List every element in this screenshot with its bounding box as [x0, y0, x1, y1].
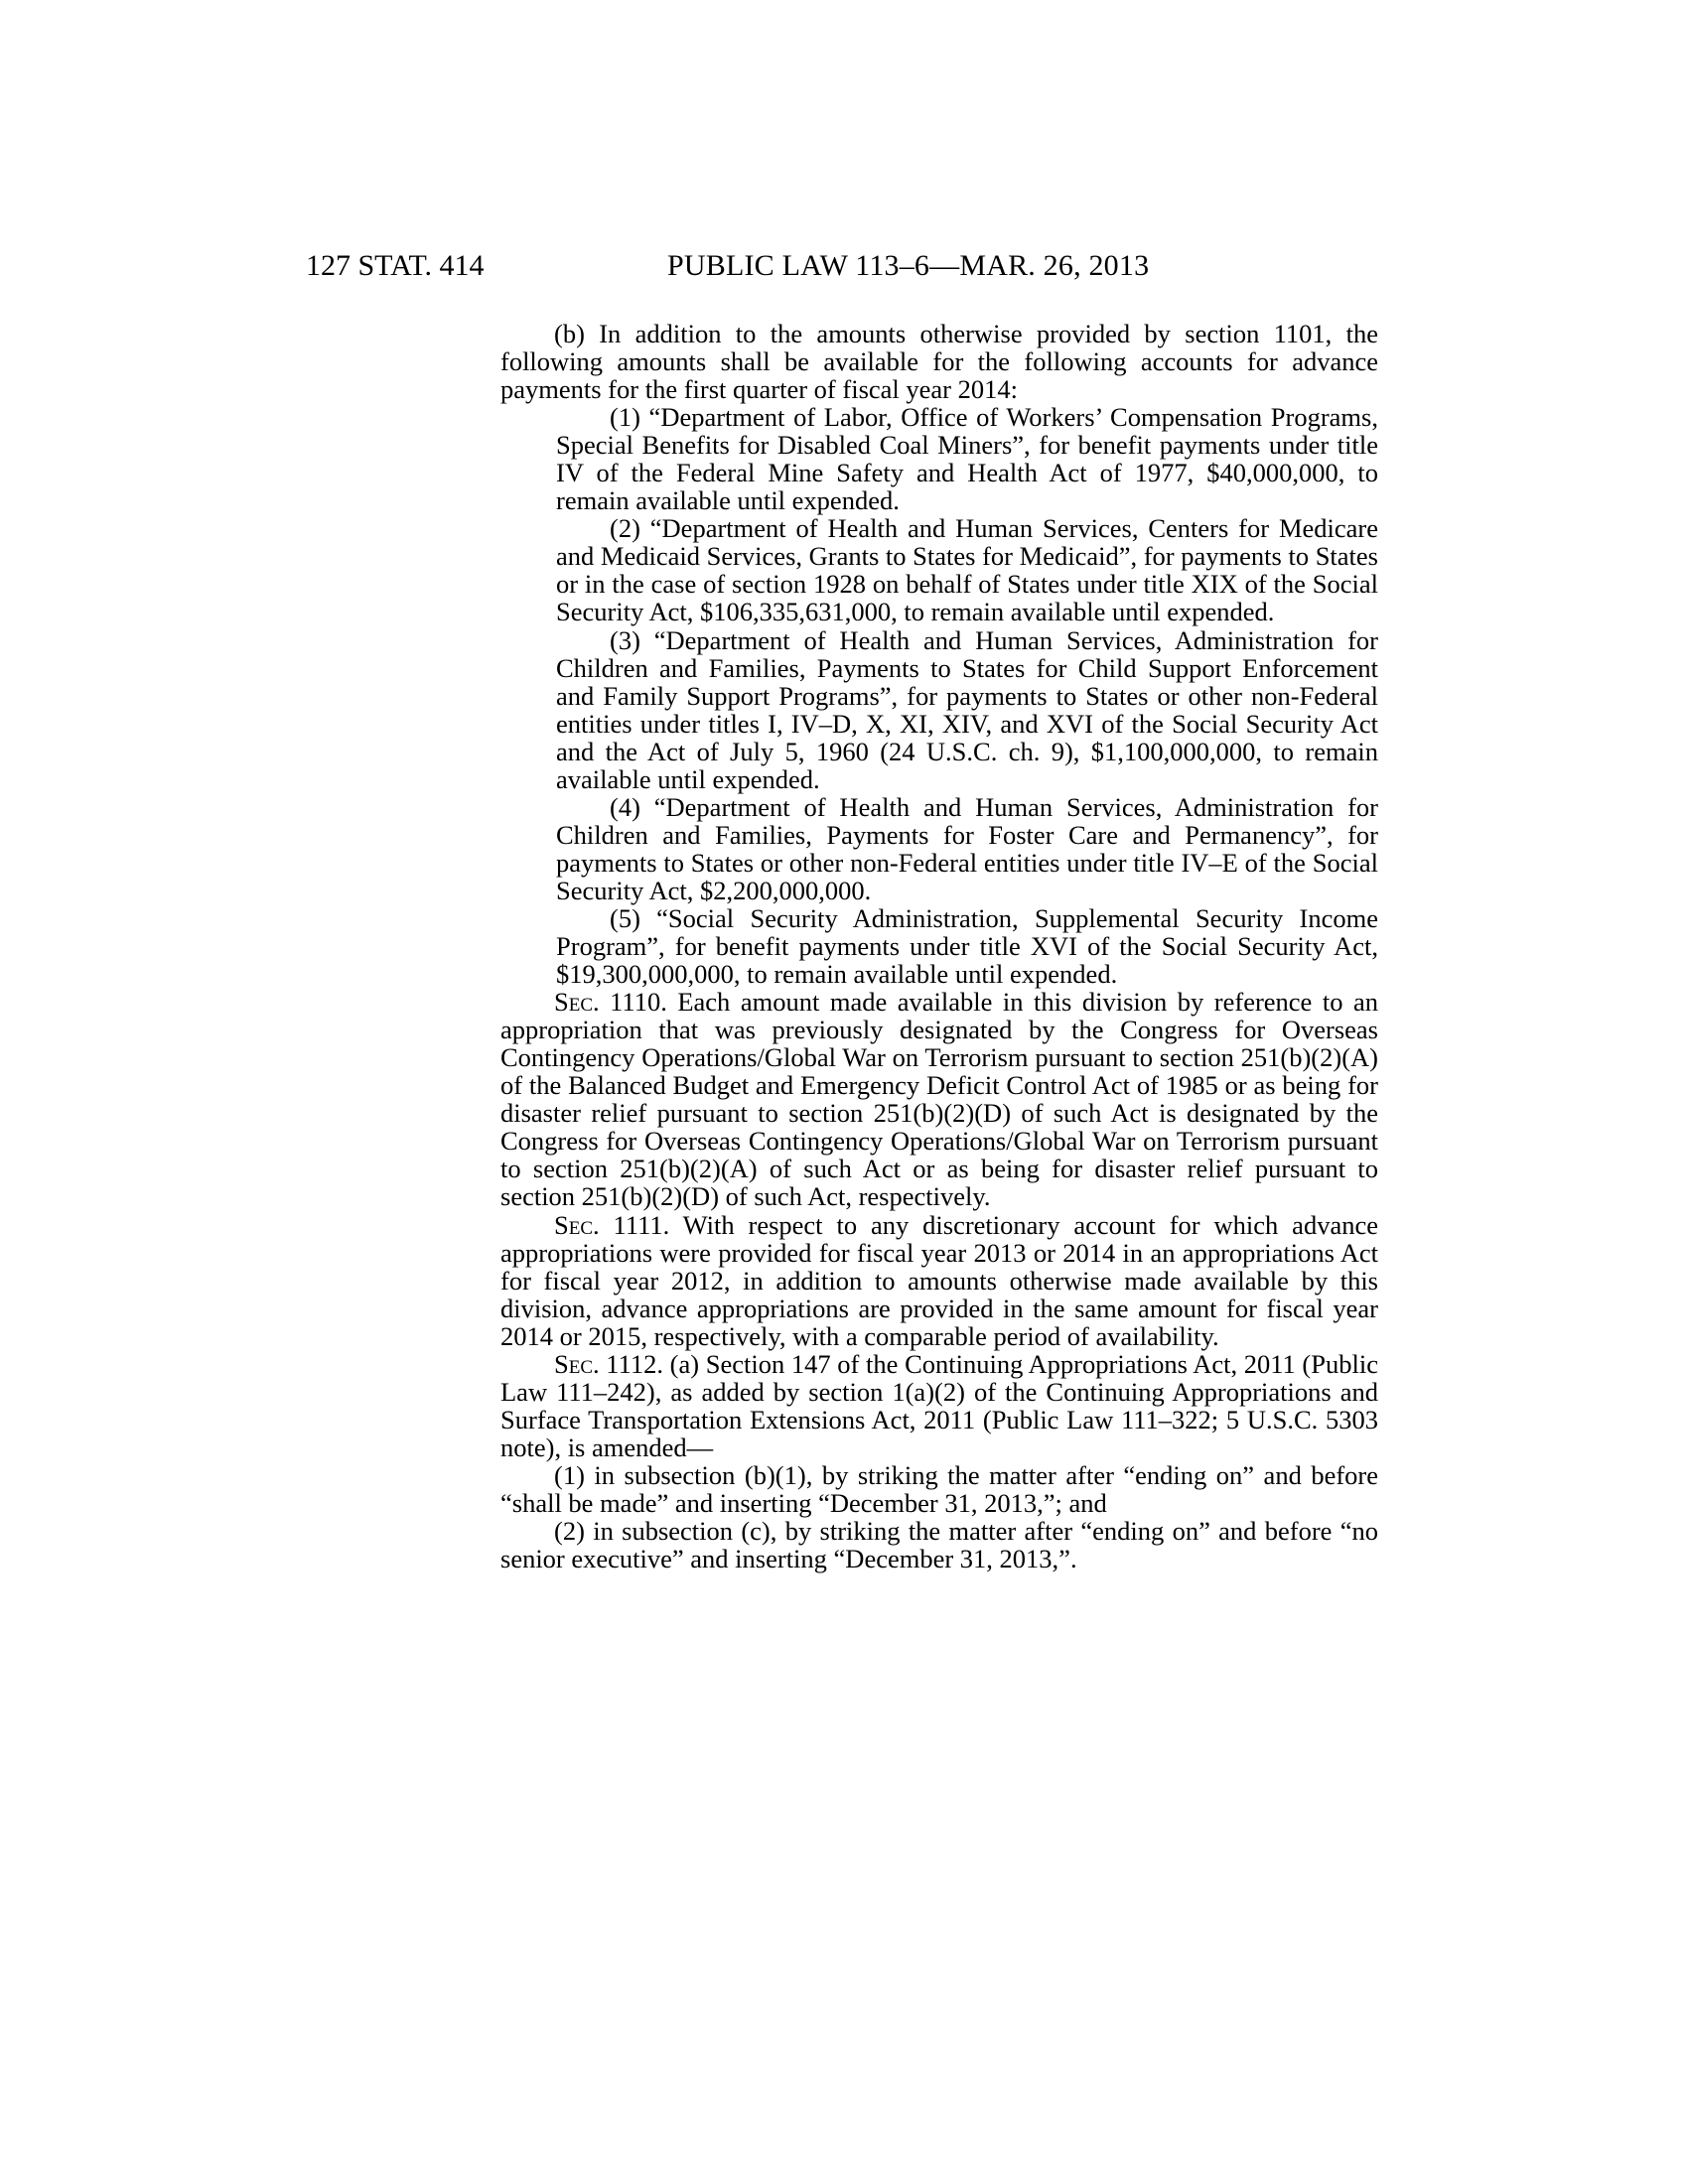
- section-1112-item-1: (1) in subsection (b)(1), by striking the matter after “ending on” and before “shall be made” and inserting “December 31, 2013,”; and: [500, 1459, 1378, 1518]
- section-1112-text: (a) Section 147 of the Continuing Appropriations Act, 2011 (Public Law 111–242), as added by section 1(a)(2) of the Continuing Appropriations and Surface Transportation Extensions Act, 2011 (Public Law 111–322; 5 U.S.C. 5303 note), is amended—: [500, 1348, 1378, 1462]
- section-1110-text: Each amount made available in this division by reference to an appropriation that was previously designated by the Congress for Overseas Contingency Operations/Global War on Terrorism pursuant to section 251(b)(2)(A) of the Balanced Budget and Emergency Deficit Control Act of 1985 or as being for disaster relief pursuant to section 251(b)(2)(D) of such Act is designated by the Congress for Overseas Contingency Operations/Global War on Terrorism pursuant to section 251(b)(2)(A) of such Act or as being for disaster relief pursuant to section 251(b)(2)(D) of such Act, respectively.: [500, 987, 1378, 1212]
- section-1111: [500, 1211, 1378, 1350]
- statute-page-reference: 127 STAT. 414: [306, 249, 485, 282]
- paragraph-b-item-2: (2) “Department of Health and Human Services, Centers for Medicare and Medicaid Services, Grants to States for Medicaid”, for payments to States or in the case of section 1928 on behalf of States under title XIX of the Social Security Act, $106,335,631,000, to remain available until expended.: [556, 513, 1378, 627]
- statute-body-text: [500, 320, 1378, 1572]
- running-head-law-title: PUBLIC LAW 113–6—MAR. 26, 2013: [667, 249, 1150, 282]
- paragraph-b-item-5: (5) “Social Security Administration, Supplemental Security Income Program”, for benefit payments under title XVI of the Social Security Act, $19,300,000,000, to remain available until expended.: [556, 902, 1378, 990]
- paragraph-b: (b) In addition to the amounts otherwise provided by section 1101, the following amounts shall be available for the following accounts for advance payments for the first quarter of fiscal year 2014:: [500, 319, 1378, 405]
- section-1110-label: Sec. 1110.: [554, 987, 667, 1018]
- section-1110: [500, 988, 1378, 1210]
- section-1112-label: Sec. 1112.: [554, 1348, 663, 1379]
- section-1111-text: With respect to any discretionary account for which advance appropriations were provided for fiscal year 2013 or 2014 in an appropriations Act for fiscal year 2012, in addition to amounts otherwise made available by this division, advance appropriations are provided in the same amount for fiscal year 2014 or 2015, respectively, with a comparable period of availability.: [500, 1209, 1378, 1351]
- paragraph-b-item-4: (4) “Department of Health and Human Services, Administration for Children and Families, Payments for Foster Care and Permanency”, for payments to States or other non-Federal entities under title IV–E of the Social Security Act, $2,200,000,000.: [556, 791, 1378, 905]
- section-1111-label: Sec. 1111.: [554, 1209, 670, 1240]
- paragraph-b-item-1: (1) “Department of Labor, Office of Workers’ Compensation Programs, Special Benefits for Disabled Coal Miners”, for benefit payments under title IV of the Federal Mine Safety and Health Act of 1977, $40,000,000, to remain available until expended.: [556, 402, 1378, 516]
- section-1112-item-2: (2) in subsection (c), by striking the matter after “ending on” and before “no senior executive” and inserting “December 31, 2013,”.: [500, 1516, 1378, 1574]
- paragraph-b-item-3: (3) “Department of Health and Human Services, Administration for Children and Families, Payments to States for Child Support Enforcement and Family Support Programs”, for payments to States or other non-Federal entities under titles I, IV–D, X, XI, XIV, and XVI of the Social Security Act and the Act of July 5, 1960 (24 U.S.C. ch. 9), $1,100,000,000, to remain available until expended.: [556, 624, 1378, 794]
- section-1112: [500, 1350, 1378, 1461]
- page-header: [0, 246, 1688, 286]
